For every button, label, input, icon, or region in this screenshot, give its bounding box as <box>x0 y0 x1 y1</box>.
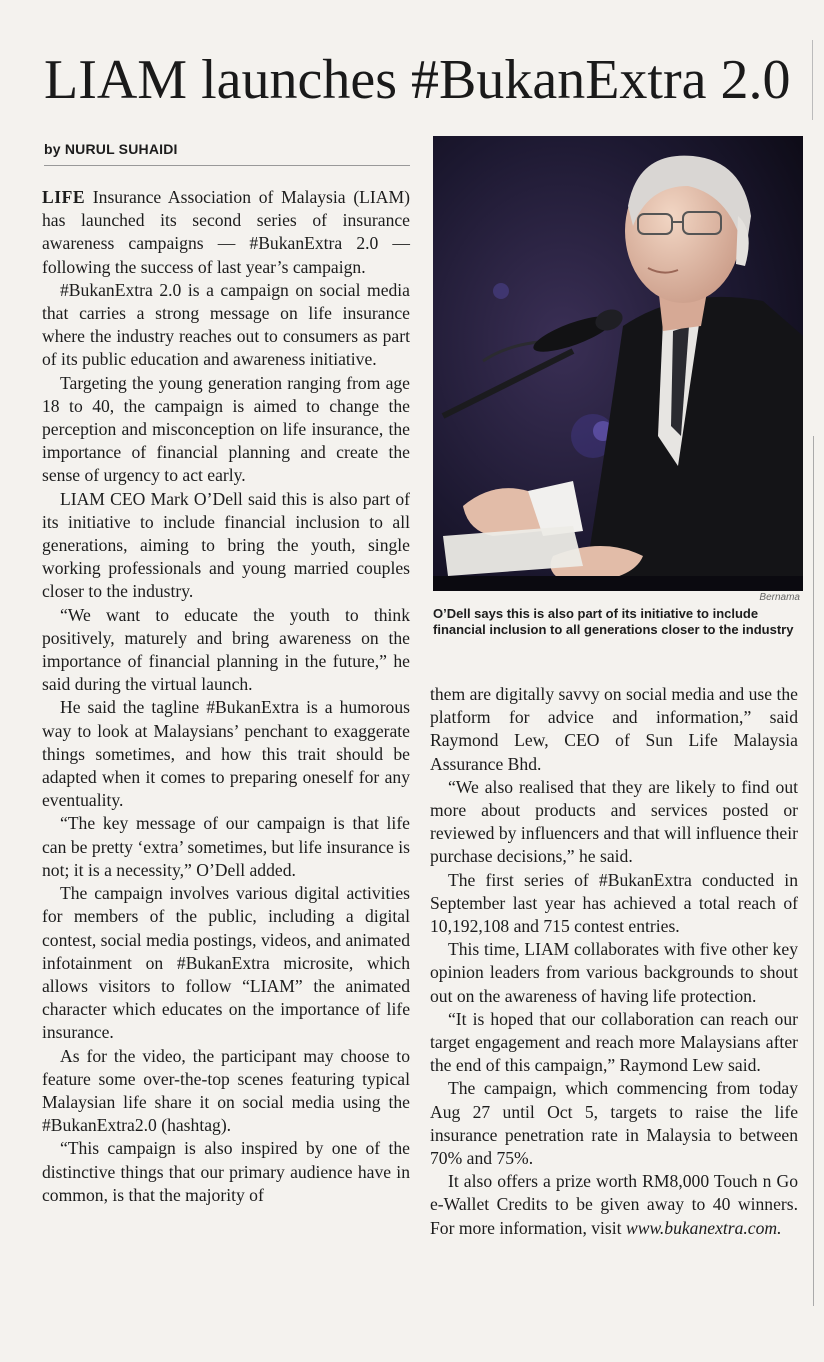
lead-paragraph-text: Insurance Association of Malaysia (LIAM) has launched its second series of insurance awareness campaigns — #BukanExtra 2.0 — following the success of last year’s campaign. <box>42 187 410 277</box>
paragraph: This time, LIAM collaborates with five other key opinion leaders from various backgrounds to shout out on the awareness of having life protection. <box>430 939 798 1006</box>
paragraph: The campaign involves various digital activities for members of the public, including a digital contest, social media postings, videos, and animated infotainment on #BukanExtra microsite, which allows visitors to follow “LIAM” the animated character which educates on the importance of life insurance. <box>42 883 410 1043</box>
lead-word: LIFE <box>42 187 86 207</box>
article-column-1 <box>42 186 410 1207</box>
paragraph: “We want to educate the youth to think positively, maturely and bring awareness on the importance of financial planning in the future,” he said during the virtual launch. <box>42 604 410 695</box>
divider <box>812 40 813 120</box>
continued-paragraph: them are digitally savvy on social media and use the platform for advice and information,” said Raymond Lew, CEO of Sun Life Malaysia Assurance Bhd. <box>430 684 798 774</box>
article-photo <box>433 136 803 591</box>
paragraph: He said the tagline #BukanExtra is a humorous way to look at Malaysians’ penchant to exaggerate things sometimes, and how this trait should be adapted when it comes to preparing oneself for any eventuality. <box>42 697 410 811</box>
paragraph: #BukanExtra 2.0 is a campaign on social media that carries a strong message on life insurance where the industry reaches out to consumers as part of its public education and awareness initiative. <box>42 279 410 370</box>
headline: LIAM launches #BukanExtra 2.0 <box>44 49 791 111</box>
photo-caption: O’Dell says this is also part of its initiative to include financial inclusion to all generations closer to the industry <box>433 606 794 637</box>
paragraph: The campaign, which commencing from today Aug 27 until Oct 5, targets to raise the life insurance penetration rate in Malaysia to between 70% and 75%. <box>430 1078 798 1169</box>
paragraph: As for the video, the participant may choose to feature some over-the-top scenes featuring typical Malaysian life share it on social media using the #BukanExtra2.0 (hashtag). <box>42 1045 410 1136</box>
byline: by NURUL SUHAIDI <box>44 141 410 166</box>
final-paragraph-text: It also offers a prize worth RM8,000 Touch n Go e-Wallet Credits to be given away to 40 winners. For more information, visit <box>430 1171 798 1238</box>
website-link[interactable]: www.bukanextra.com. <box>625 1217 782 1238</box>
final-paragraph <box>430 1170 798 1240</box>
paragraph: LIAM CEO Mark O’Dell said this is also part of its initiative to include financial inclusion to all generations, aiming to bring the youth, single working professionals and young married couples closer to the industry. <box>42 488 410 602</box>
paragraph: “We also realised that they are likely to find out more about products and services posted or reviewed by influencers and that will influence their purchase decisions,” he said. <box>430 776 798 867</box>
paragraph: The first series of #BukanExtra conducted in September last year has achieved a total reach of 10,192,108 and 715 contest entries. <box>430 869 798 937</box>
speaker-photo-illustration <box>433 136 803 591</box>
photo-credit: Bernama <box>759 592 800 603</box>
lead-paragraph <box>42 186 410 279</box>
article-column-2 <box>430 683 798 1240</box>
paragraph: Targeting the young generation ranging from age 18 to 40, the campaign is aimed to change the perception and misconception on life insurance, the importance of financial planning and create the sense of urgency to act early. <box>42 372 410 486</box>
paragraph: “The key message of our campaign is that life can be pretty ‘extra’ sometimes, but life insurance is not; it is a necessity,” O’Dell added. <box>42 813 410 880</box>
paragraph: “This campaign is also inspired by one of the distinctive things that our primary audience have in common, is that the majority of <box>42 1138 410 1205</box>
divider <box>813 436 814 1306</box>
paragraph: “It is hoped that our collaboration can reach our target engagement and reach more Malaysians after the end of this campaign,” Raymond Lew said. <box>430 1008 798 1076</box>
